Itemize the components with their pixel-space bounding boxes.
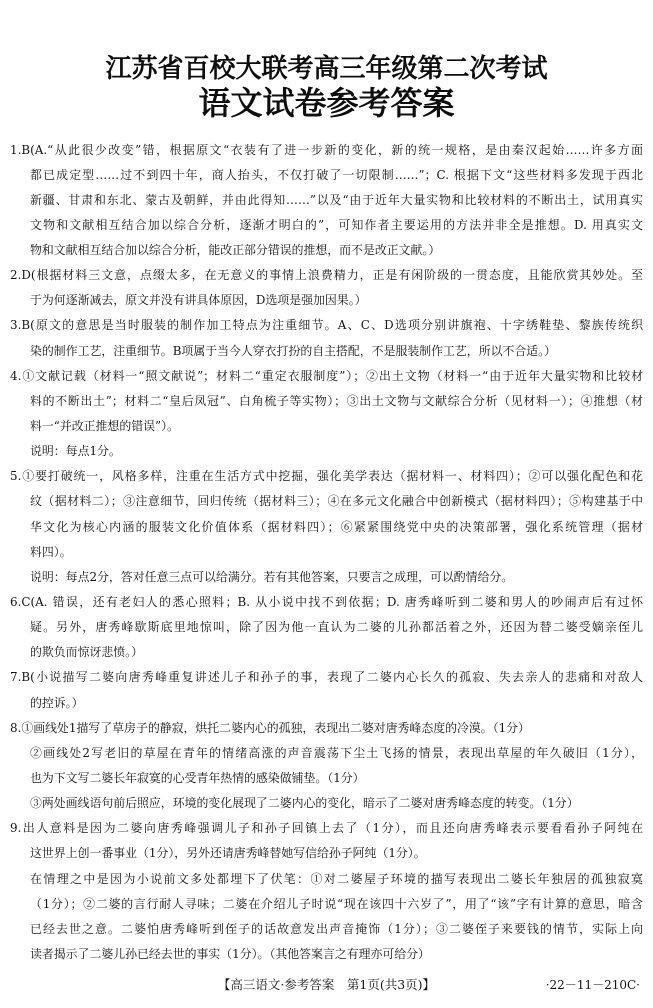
answer-line: 的欺负而惊讶悲愤。） xyxy=(30,645,143,660)
document-title: 语文试卷参考答案 xyxy=(198,84,455,122)
answer-text: ①要打破统一，风格多样，注重在生活方式中挖掘，强化美学表达（据材料一、材料四）；②可以强化配色和花 xyxy=(21,469,643,484)
answer-line xyxy=(0,816,653,841)
answer-line: 都已成定型……过不到四十年，商人抬头，不仅打破了一切限制……”；C. 根据下文“这些材料多发现于西北 xyxy=(30,167,643,182)
answer-line xyxy=(0,716,653,741)
answer-line: 于为何逐渐减去，原文并没有讲具体原因，D选项是强加因果。） xyxy=(30,293,367,308)
answer-line: 料一“并改正推想的错误”）。 xyxy=(30,419,179,434)
answer-text: B(原文的意思是当时服装的制作加工特点为注重细节。A、C、D选项分别讲旗袍、十字绣鞋垫、黎族传统织 xyxy=(21,318,643,333)
footer-page-info: 【高三语文·参考答案 第1页(共3页)】 xyxy=(217,977,436,992)
answer-item-1 xyxy=(0,138,653,264)
question-number: 3. xyxy=(10,318,22,333)
scoring-note: 说明：每点2分，答对任意三点可以给满分。若有其他答案，只要言之成理，可以酌情给分。 xyxy=(30,569,514,584)
answer-text: B(小说描写二婆向唐秀峰重复讲述儿子和孙子的事，表现了二婆内心长久的孤寂、失去亲人的悲痛和对敌人 xyxy=(21,670,643,685)
answer-text: C(A. 错误，还有老妇人的悉心照料；B. 从小说中找不到依据；D. 唐秀峰听到二婆和男人的吵闹声后有过怀 xyxy=(21,595,643,610)
answer-line: 读者揭示了二婆儿孙已经去世的事实（1分）。（其他答案言之有理亦可给分） xyxy=(30,947,430,961)
answer-text: 出人意料是因为二婆向唐秀峰强调儿子和孙子回镇上去了（1分），而且还向唐秀峰表示要看看孙子阿纯在 xyxy=(21,821,643,836)
answer-item-7 xyxy=(0,665,653,715)
answer-text: ①文献记载（材料一“照文献说”；材料二“重定衣服制度”）；②出土文物（材料一“由于近年大量实物和比较材 xyxy=(21,368,643,383)
answer-line xyxy=(0,138,653,163)
answer-line xyxy=(0,590,653,615)
answer-line: 的控诉。） xyxy=(30,695,84,710)
answer-line: 也为下文写二婆长年寂寞的心受青年热情的感染做铺垫。（1分） xyxy=(30,771,365,786)
answer-line: 文物和文献相互结合加以综合分析，逐渐才明白的”，可知作者主要运用的方法并非全是推想。D. 用真实文 xyxy=(30,217,643,232)
answer-line: 新疆、甘肃和东北、蒙古及朝鲜，并由此得知……”以及“由于近年大量实物和比较材料的不断出土，试用真实 xyxy=(30,192,643,207)
answer-line: 料的不断出土”；材料二“皇后凤冠”、白角梳子等实物）；③出土文物与文献综合分析（见材料一）；④推想（材 xyxy=(30,393,643,408)
answer-line: ②画线处2写老旧的草屋在青年的情绪高涨的声音震荡下尘土飞扬的情景，表现出草屋的年久破旧（1分）， xyxy=(30,745,643,760)
answer-item-5 xyxy=(0,464,653,590)
question-number: 7. xyxy=(10,670,22,685)
answer-line: （1分）；②二婆的言行耐人寻味；二婆在介绍儿子时说“现在该四十六岁了”，用了“该”字有计算的意思，暗含 xyxy=(30,896,643,911)
footer-document-code: ·22－11－210C· xyxy=(545,978,640,992)
answer-line: 在情理之中是因为小说前文多处都埋下了伏笔：①对二婆屋子环境的描写表现出二婆长年独居的孤独寂寞 xyxy=(30,871,643,886)
question-number: 4. xyxy=(10,368,22,383)
answer-line xyxy=(0,464,653,489)
answer-item-4 xyxy=(0,364,653,465)
question-number: 9. xyxy=(10,821,22,836)
answer-line: 这世界上创一番事业（1分），另外还请唐秀峰替她写信给孙子阿纯（1分）。 xyxy=(30,846,426,861)
answer-text: D(根据材料三文意，点缀太多，在无意义的事情上浪费精力，正是有闲阶级的一贯态度，且能欣赏其妙处。至 xyxy=(21,268,643,283)
exam-title: 江苏省百校大联考高三年级第二次考试 xyxy=(105,54,548,84)
answer-item-9 xyxy=(0,816,653,967)
scoring-note: 说明：每点1分。 xyxy=(30,444,121,459)
answer-item-8 xyxy=(0,716,653,817)
answer-line: 华文化为核心内涵的服装文化价值体系（据材料四）；⑥紧紧围绕党中央的决策部署，强化系统管理（据材 xyxy=(30,519,643,534)
answer-line: 料四）。 xyxy=(30,544,72,559)
answer-line: 物和文献相互结合加以综合分析，能改正部分错误的推想，而不是改正文献。） xyxy=(30,243,441,258)
question-number: 8. xyxy=(10,720,22,735)
page-footer xyxy=(0,976,653,994)
question-number: 5. xyxy=(10,469,22,484)
answer-item-3 xyxy=(0,313,653,363)
answer-line: 纹（据材料二）；③注意细节，回归传统（据材料三）；④在多元文化融合中创新模式（据材料四）；⑤构建基于中 xyxy=(30,494,643,509)
answer-item-6 xyxy=(0,590,653,665)
answer-line: 已经去世之意。二婆怕唐秀峰听到侄子的话故意发出声音掩饰（1分）；③二婆侄子来要钱的情节，实际上向 xyxy=(30,921,643,936)
question-number: 2. xyxy=(10,268,22,283)
answer-item-2 xyxy=(0,263,653,313)
answer-line xyxy=(0,665,653,690)
answer-line: 染的制作工艺，注重细节。B项属于当今人穿衣打扮的自主搭配，不是服装制作工艺，所以不合适。） xyxy=(30,343,556,358)
answer-text: ①画线处1描写了草房子的静寂，烘托二婆内心的孤独，表现出二婆对唐秀峰态度的冷漠。（1分） xyxy=(21,720,530,735)
answer-line: 疑。另外，唐秀峰歇斯底里地惊叫，除了因为他一直认为二婆的儿孙都活着之外，还因为替二婆受嫡亲侄儿 xyxy=(30,620,643,635)
answer-text: B(A.“从此很少改变”错，根据原文“衣装有了进一步新的变化，新的统一规格，是由秦汉起始……许多方面 xyxy=(21,142,643,157)
answer-line xyxy=(0,364,653,389)
answer-key-body xyxy=(0,138,653,968)
question-number: 6. xyxy=(10,595,22,610)
answer-line xyxy=(0,313,653,338)
answer-line xyxy=(0,263,653,288)
question-number: 1. xyxy=(10,142,22,157)
answer-line: ③两处画线语句前后照应，环境的变化展现了二婆内心的变化，暗示了二婆对唐秀峰态度的转变。（1分） xyxy=(30,796,579,811)
